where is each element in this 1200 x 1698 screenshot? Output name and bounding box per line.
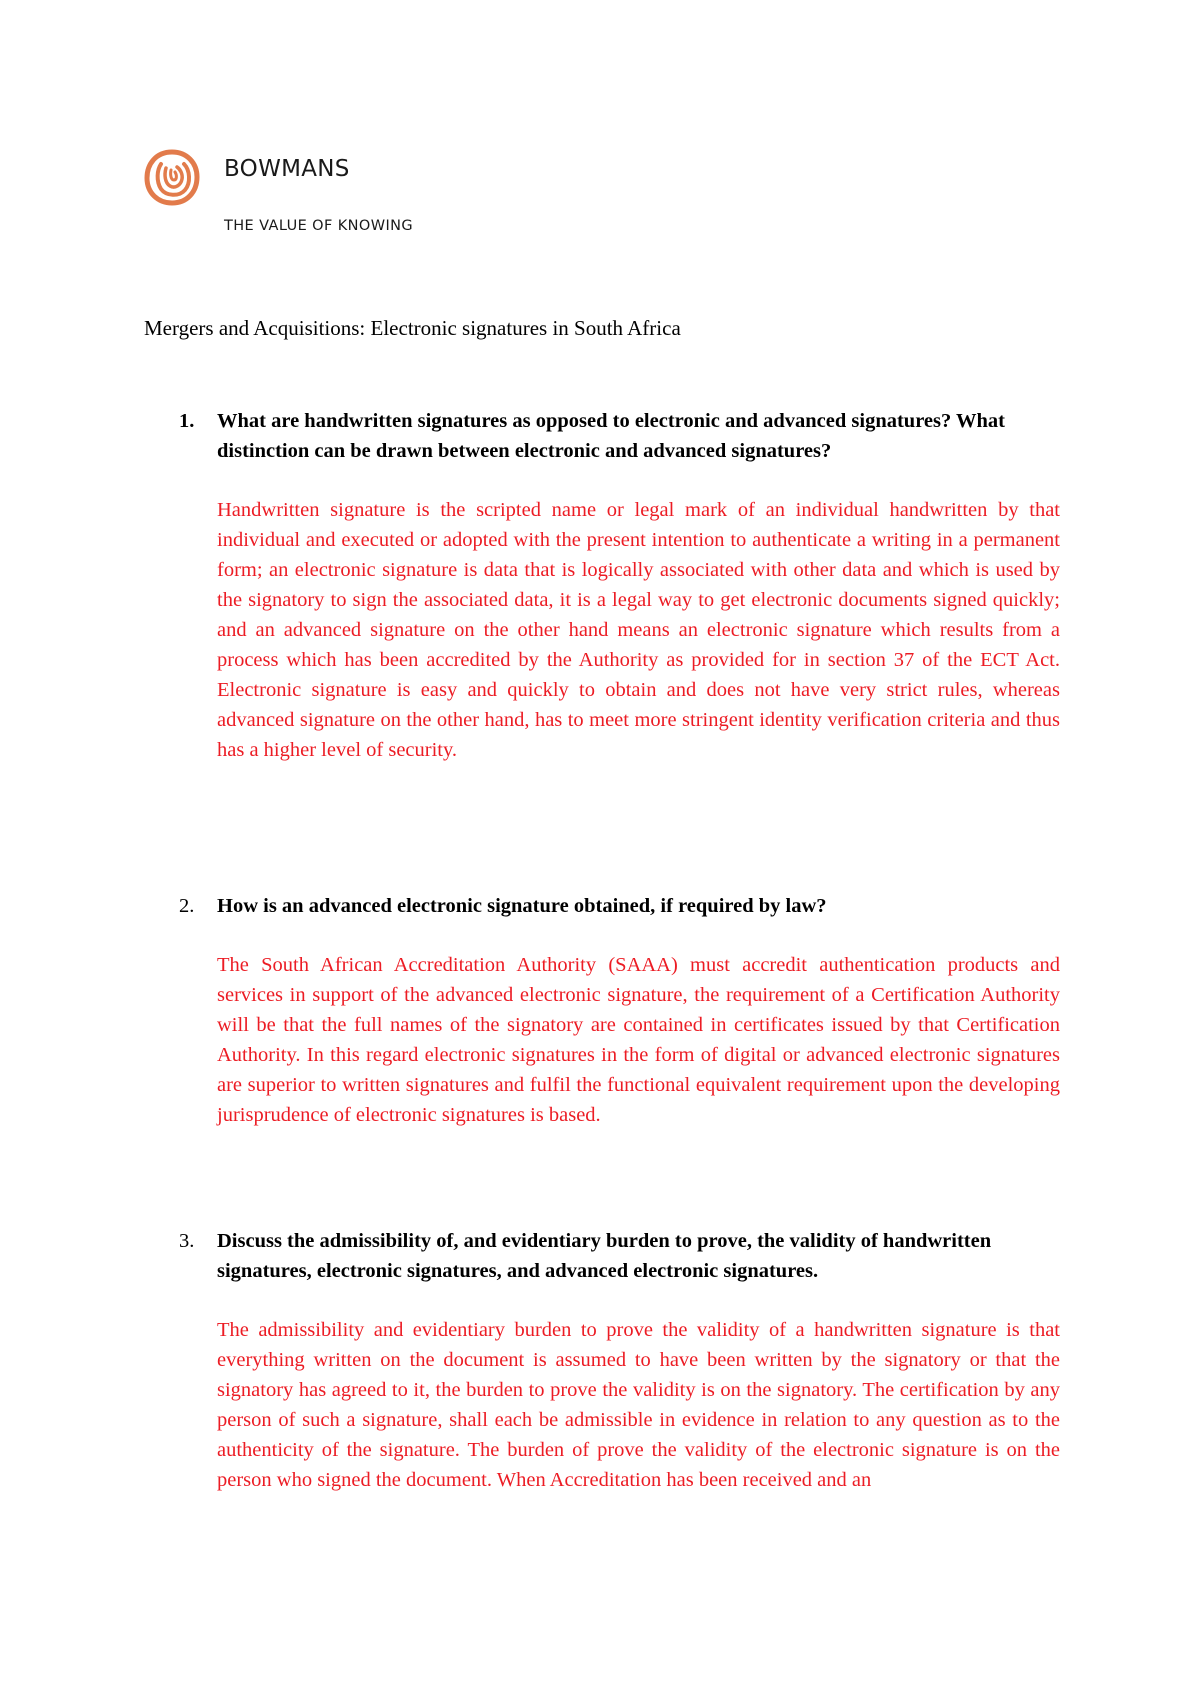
- answer-text: The South African Accreditation Authority (SAAA) must accredit authentication products and services in support of the advanced electronic signature, the requirement of a Certification Authority will be that the full names of the signatory are contained in certificates issued by that Certification Authority. In this regard electronic signatures in the form of digital or advanced electronic signatures are superior to written signatures and fulfil the functional equivalent requirement upon the developing jurisprudence of electronic signatures is based.: [217, 954, 1060, 1126]
- question-heading: [144, 891, 1064, 921]
- brand-header: [144, 148, 544, 248]
- question-heading: [144, 406, 1064, 466]
- question-text: How is an advanced electronic signature obtained, if required by law?: [217, 895, 827, 917]
- question-block-3: [144, 1226, 1064, 1495]
- brand-name: BOWMANS: [224, 156, 350, 182]
- answer-text: The admissibility and evidentiary burden to prove the validity of a handwritten signature is that everything written on the document is assumed to have been written by the signatory or that the signatory has agreed to it, the burden to prove the validity is on the signatory. The certification by any person of such a signature, shall each be admissible in evidence in relation to any question as to the authenticity of the signature. The burden of prove the validity of the electronic signature is on the person who signed the document. When Accreditation has been received and an: [217, 1319, 1060, 1491]
- question-number: 2.: [179, 895, 195, 917]
- brand-tagline: THE VALUE OF KNOWING: [224, 218, 414, 234]
- answer-text: Handwritten signature is the scripted name or legal mark of an individual handwritten by that individual and executed or adopted with the present intention to authenticate a writing in a permanent form; an electronic signature is data that is logically associated with other data and which is used by the signatory to sign the associated data, it is a legal way to get electronic documents signed quickly; and an advanced signature on the other hand means an electronic signature which results from a process which has been accredited by the Authority as provided for in section 37 of the ECT Act. Electronic signature is easy and quickly to obtain and does not have very strict rules, whereas advanced signature on the other hand, has to meet more stringent identity verification criteria and thus has a higher level of security.: [217, 499, 1060, 761]
- question-number: 3.: [179, 1230, 195, 1252]
- bowmans-swirl-logo-icon: [144, 148, 200, 206]
- document-title: Mergers and Acquisitions: Electronic signatures in South Africa: [144, 316, 681, 340]
- question-number: 1.: [179, 410, 195, 432]
- question-block-1: [144, 406, 1064, 765]
- question-heading: [144, 1226, 1064, 1286]
- question-text: What are handwritten signatures as opposed to electronic and advanced signatures? What distinction can be drawn between electronic and advanced signatures?: [217, 410, 1005, 462]
- question-text: Discuss the admissibility of, and evidentiary burden to prove, the validity of handwritten signatures, electronic signatures, and advanced electronic signatures.: [217, 1230, 992, 1282]
- question-block-2: [144, 891, 1064, 1130]
